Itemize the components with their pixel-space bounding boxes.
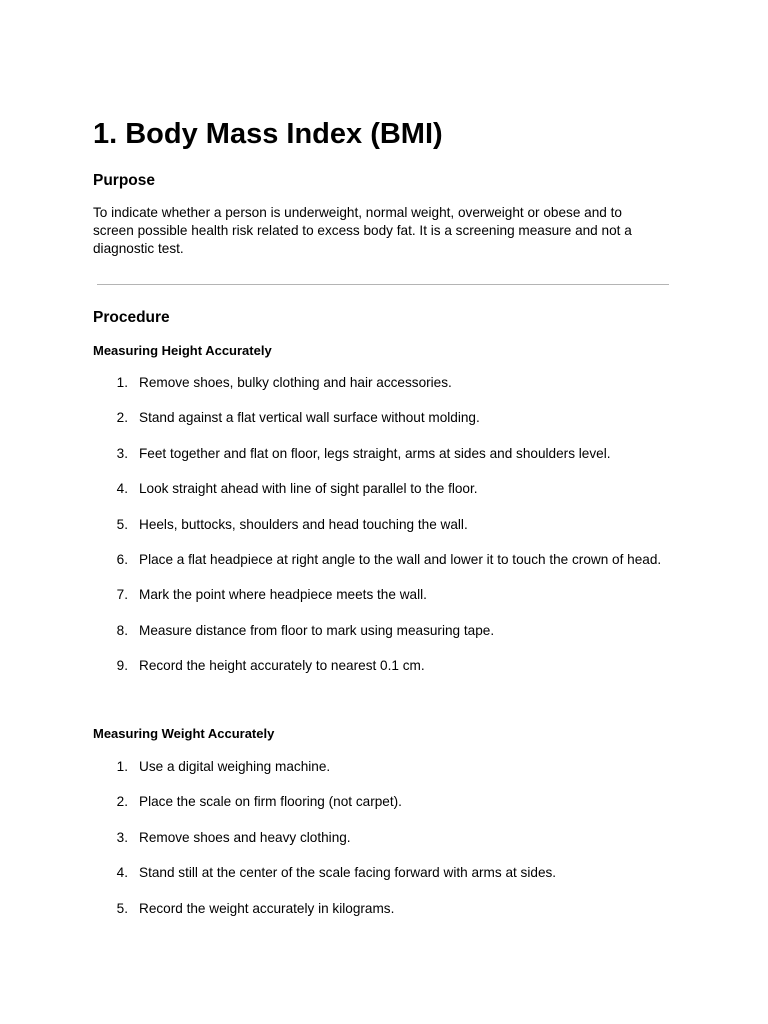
list-item bbox=[93, 445, 665, 463]
list-item bbox=[93, 480, 665, 498]
step-number: 5. bbox=[116, 900, 128, 916]
step-number: 8. bbox=[116, 622, 128, 638]
procedure-heading: Procedure bbox=[93, 309, 170, 326]
list-item bbox=[93, 409, 665, 427]
step-text: Heels, buttocks, shoulders and head touching the wall. bbox=[139, 516, 468, 532]
list-item bbox=[93, 551, 665, 569]
step-number: 7. bbox=[116, 587, 128, 603]
list-item bbox=[93, 900, 665, 918]
step-text: Remove shoes, bulky clothing and hair accessories. bbox=[139, 375, 452, 390]
step-number: 4. bbox=[116, 481, 128, 497]
list-item bbox=[93, 758, 665, 776]
purpose-text: To indicate whether a person is underweight, normal weight, overweight or obese and to screen possible health risk related to excess body fat. It is a screening measure and not a diagnostic test. bbox=[93, 205, 632, 256]
step-text: Place the scale on firm flooring (not carpet). bbox=[139, 794, 402, 810]
weight-steps-list bbox=[93, 758, 665, 935]
step-text: Mark the point where headpiece meets the wall. bbox=[139, 587, 427, 603]
step-number: 6. bbox=[116, 551, 128, 567]
list-item bbox=[93, 829, 665, 847]
step-number: 3. bbox=[116, 445, 128, 461]
list-item bbox=[93, 864, 665, 882]
step-number: 9. bbox=[116, 658, 128, 674]
page-title: 1. Body Mass Index (BMI) bbox=[93, 118, 443, 150]
height-subheading: Measuring Height Accurately bbox=[93, 343, 272, 358]
step-text: Measure distance from floor to mark using measuring tape. bbox=[139, 622, 495, 638]
list-item bbox=[93, 657, 665, 675]
step-text: Place a flat headpiece at right angle to the wall and lower it to touch the crown of head. bbox=[139, 551, 662, 567]
step-text: Stand against a flat vertical wall surface without molding. bbox=[139, 410, 480, 426]
section-divider bbox=[97, 284, 669, 285]
height-steps-list bbox=[93, 374, 665, 693]
step-number: 2. bbox=[116, 794, 128, 810]
step-number: 3. bbox=[116, 829, 128, 845]
list-item bbox=[93, 622, 665, 640]
list-item bbox=[93, 516, 665, 534]
step-number: 1. bbox=[116, 375, 128, 390]
purpose-heading: Purpose bbox=[93, 172, 156, 189]
list-item bbox=[93, 586, 665, 604]
step-text: Remove shoes and heavy clothing. bbox=[139, 829, 351, 845]
list-item bbox=[93, 374, 665, 392]
step-text: Record the weight accurately in kilograms. bbox=[139, 900, 395, 916]
step-number: 4. bbox=[116, 865, 128, 881]
step-text: Stand still at the center of the scale facing forward with arms at sides. bbox=[139, 865, 557, 881]
step-text: Look straight ahead with line of sight parallel to the floor. bbox=[139, 481, 478, 497]
step-text: Feet together and flat on floor, legs straight, arms at sides and shoulders level. bbox=[139, 445, 611, 461]
step-number: 2. bbox=[116, 410, 128, 426]
step-number: 1. bbox=[116, 759, 128, 774]
weight-subheading: Measuring Weight Accurately bbox=[93, 726, 275, 741]
list-item bbox=[93, 793, 665, 811]
step-text: Record the height accurately to nearest 0.1 cm. bbox=[139, 658, 425, 674]
step-text: Use a digital weighing machine. bbox=[139, 759, 331, 774]
step-number: 5. bbox=[116, 516, 128, 532]
